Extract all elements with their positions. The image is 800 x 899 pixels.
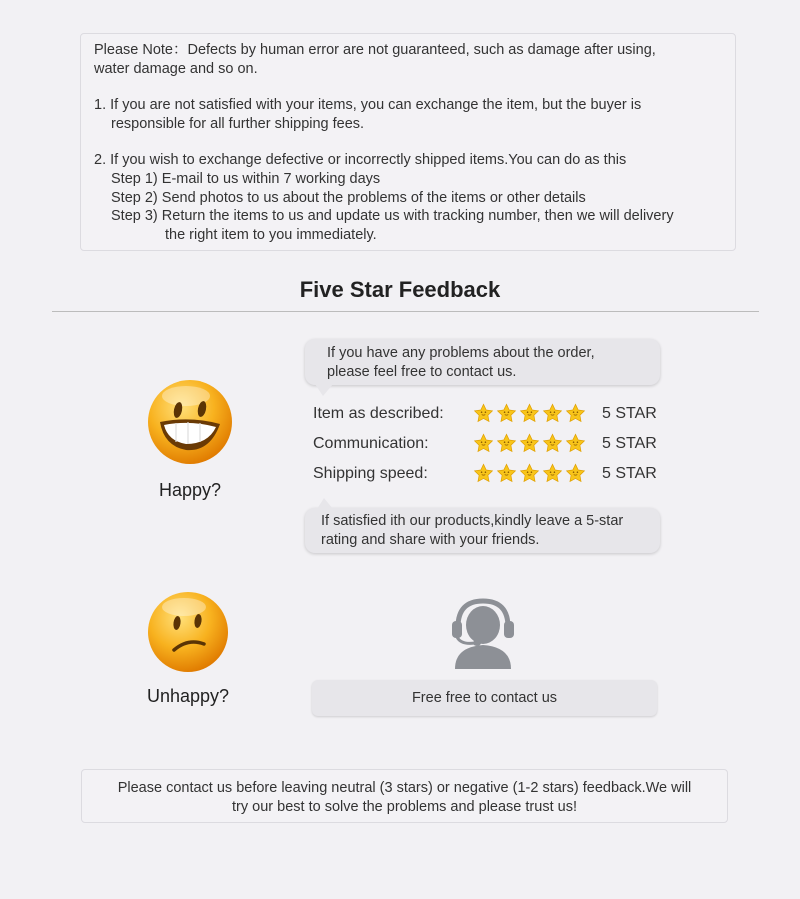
bubble-line-2: please feel free to contact us. [327, 364, 517, 380]
star-icon [473, 433, 494, 459]
note-point-1-cont: responsible for all further shipping fees. [111, 115, 365, 132]
note-step-3-cont: the right item to you immediately. [165, 226, 377, 243]
star-icon [473, 463, 494, 489]
star-icon [565, 463, 586, 489]
star-icon [496, 433, 517, 459]
star-icon [542, 463, 563, 489]
footer-line-1: Please contact us before leaving neutral (3 stars) or negative (1-2 stars) feedback.We will [117, 780, 692, 796]
star-icon [542, 403, 563, 429]
request-line-1: If satisfied ith our products,kindly leave a 5-star [321, 513, 624, 529]
note-heading-cont: water damage and so on. [94, 60, 258, 77]
star-icon [565, 403, 586, 429]
rating-row-shipping [313, 463, 673, 485]
five-stars [473, 403, 586, 429]
section-title: Five Star Feedback [299, 277, 501, 302]
note-step-1: Step 1) E-mail to us within 7 working days [111, 170, 381, 187]
footer-line-2: try our best to solve the problems and please trust us! [232, 798, 577, 815]
note-heading: Please Note：Defects by human error are not guaranteed, such as damage after using, [94, 42, 656, 58]
rating-row-communication [313, 433, 673, 455]
star-icon [519, 433, 540, 459]
note-step-3: Step 3) Return the items to us and update us with tracking number, then we will delivery [111, 208, 674, 225]
note-step-2: Step 2) Send photos to us about the problems of the items or other details [111, 189, 586, 206]
unhappy-label: Unhappy? [146, 686, 230, 706]
star-icon [496, 403, 517, 429]
five-stars [473, 433, 586, 459]
customer-service-headset-icon [449, 597, 517, 669]
note-point-1: 1. If you are not satisfied with your items, you can exchange the item, but the buyer is [94, 97, 642, 114]
rating-row-item [313, 403, 673, 425]
rating-label: Item as described: [313, 405, 444, 422]
five-stars [473, 463, 586, 489]
bubble-line-1: If you have any problems about the order, [327, 345, 595, 361]
star-icon [496, 463, 517, 489]
note-point-2: 2. If you wish to exchange defective or incorrectly shipped items.You can do as this [94, 152, 627, 169]
section-divider [52, 311, 759, 312]
contact-us-button[interactable]: Free free to contact us [312, 680, 657, 716]
rating-value: 5 STAR [602, 435, 657, 452]
smiley-face-icon [146, 378, 234, 466]
star-icon [473, 403, 494, 429]
rating-label: Shipping speed: [313, 465, 428, 482]
notice-box [80, 33, 736, 251]
contact-speech-bubble [305, 339, 660, 385]
five-star-request-bubble [305, 508, 660, 553]
star-icon [519, 463, 540, 489]
request-line-2: rating and share with your friends. [321, 532, 540, 548]
rating-value: 5 STAR [602, 465, 657, 482]
rating-value: 5 STAR [602, 405, 657, 422]
star-icon [542, 433, 563, 459]
star-icon [519, 403, 540, 429]
star-icon [565, 433, 586, 459]
sad-face-icon [146, 590, 230, 674]
happy-label: Happy? [158, 480, 222, 500]
rating-label: Communication: [313, 435, 429, 452]
feedback-notice-box [81, 769, 728, 823]
